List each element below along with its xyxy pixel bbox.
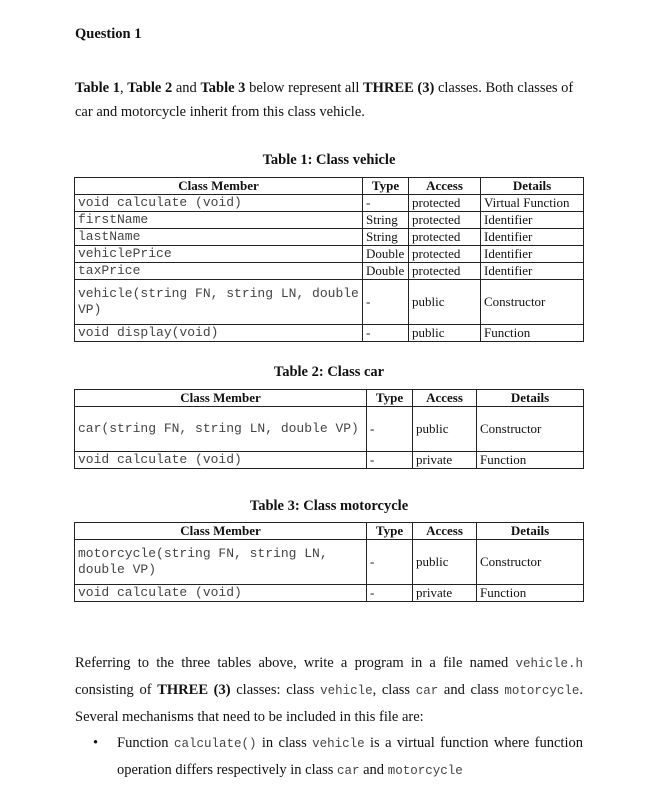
table-row xyxy=(75,325,584,342)
table1-header-type: Type xyxy=(363,178,409,195)
outro-class-car: car xyxy=(415,684,439,698)
bullet-p3: is a virtual function where function operation differs respectively in class xyxy=(117,735,583,778)
instruction-paragraph xyxy=(75,650,583,730)
outro-filename: vehicle.h xyxy=(515,657,583,671)
member-cell: vehicle(string FN, string LN, double VP) xyxy=(75,280,363,325)
table2-class-car xyxy=(74,389,584,469)
bullet-class-vehicle: vehicle xyxy=(312,737,365,751)
member-cell: void calculate (void) xyxy=(75,452,367,469)
bullet-p4: and xyxy=(359,762,388,778)
details-cell: Constructor xyxy=(477,540,584,585)
intro-table1-ref: Table 1 xyxy=(75,80,120,96)
type-cell: - xyxy=(367,407,413,452)
details-cell: Identifier xyxy=(481,212,584,229)
type-cell: String xyxy=(363,212,409,229)
member-cell: vehiclePrice xyxy=(75,246,363,263)
bullet-icon: • xyxy=(93,735,99,751)
details-cell: Function xyxy=(481,325,584,342)
details-cell: Constructor xyxy=(477,407,584,452)
access-cell: protected xyxy=(409,229,481,246)
member-cell: void calculate (void) xyxy=(75,195,363,212)
bullet-function: calculate() xyxy=(173,737,257,751)
table-row xyxy=(75,452,584,469)
table3-header-type: Type xyxy=(367,523,413,540)
table3-caption: Table 3: Class motorcycle xyxy=(249,498,409,514)
outro-p4: , class xyxy=(372,682,416,698)
access-cell: private xyxy=(413,452,477,469)
table-row xyxy=(75,263,584,280)
table1-header-row xyxy=(75,178,584,195)
table3-header-member: Class Member xyxy=(75,523,367,540)
table-row xyxy=(75,540,584,585)
member-cell: taxPrice xyxy=(75,263,363,280)
access-cell: public xyxy=(409,325,481,342)
type-cell: - xyxy=(367,585,413,602)
access-cell: public xyxy=(413,407,477,452)
table-row xyxy=(75,195,584,212)
bullet-class-car: car xyxy=(336,764,360,778)
access-cell: protected xyxy=(409,195,481,212)
member-cell: motorcycle(string FN, string LN, double VP) xyxy=(75,540,367,585)
member-cell: firstName xyxy=(75,212,363,229)
details-cell: Identifier xyxy=(481,229,584,246)
type-cell: String xyxy=(363,229,409,246)
intro-table2-ref: Table 2 xyxy=(127,80,173,96)
type-cell: - xyxy=(363,325,409,342)
member-cell: void display(void) xyxy=(75,325,363,342)
table1-caption: Table 1: Class vehicle xyxy=(262,152,396,168)
question-title: Question 1 xyxy=(75,26,142,42)
outro-p6: . Several mechanisms that need to be included in this file are: xyxy=(75,682,584,725)
type-cell: - xyxy=(363,195,409,212)
table3-header-details: Details xyxy=(477,523,584,540)
access-cell: protected xyxy=(409,212,481,229)
details-cell: Identifier xyxy=(481,263,584,280)
table3-header-row xyxy=(75,523,584,540)
outro-p3: classes: class xyxy=(230,682,321,698)
outro-three: THREE (3) xyxy=(157,682,231,698)
access-cell: protected xyxy=(409,263,481,280)
member-cell: car(string FN, string LN, double VP) xyxy=(75,407,367,452)
details-cell: Virtual Function xyxy=(481,195,584,212)
table-row xyxy=(75,229,584,246)
table2-header-type: Type xyxy=(367,390,413,407)
access-cell: public xyxy=(413,540,477,585)
access-cell: public xyxy=(409,280,481,325)
intro-paragraph xyxy=(75,76,585,124)
type-cell: - xyxy=(367,540,413,585)
table1-header-access: Access xyxy=(409,178,481,195)
intro-table3-ref: Table 3 xyxy=(200,80,246,96)
intro-tail: classes. Both classes of car and motorcycle inherit from this class vehicle. xyxy=(75,80,574,120)
bullet-p1: Function xyxy=(117,735,174,751)
outro-class-vehicle: vehicle xyxy=(320,684,373,698)
table-row xyxy=(75,585,584,602)
table2-header-details: Details xyxy=(477,390,584,407)
bullet-text xyxy=(117,730,583,784)
details-cell: Identifier xyxy=(481,246,584,263)
table3-header-access: Access xyxy=(413,523,477,540)
type-cell: Double xyxy=(363,263,409,280)
table-row xyxy=(75,212,584,229)
access-cell: private xyxy=(413,585,477,602)
member-cell: void calculate (void) xyxy=(75,585,367,602)
details-cell: Function xyxy=(477,585,584,602)
bullet-class-motorcycle: motorcycle xyxy=(387,764,463,778)
type-cell: Double xyxy=(363,246,409,263)
access-cell: protected xyxy=(409,246,481,263)
outro-p1: Referring to the three tables above, write a program in a file named xyxy=(75,655,516,671)
table-row xyxy=(75,407,584,452)
bullet-p2: in class xyxy=(256,735,313,751)
table-row xyxy=(75,246,584,263)
table2-header-member: Class Member xyxy=(75,390,367,407)
details-cell: Constructor xyxy=(481,280,584,325)
details-cell: Function xyxy=(477,452,584,469)
table-row xyxy=(75,280,584,325)
intro-three: THREE (3) xyxy=(363,80,435,96)
table1-header-details: Details xyxy=(481,178,584,195)
table2-header-access: Access xyxy=(413,390,477,407)
member-cell: lastName xyxy=(75,229,363,246)
table1-header-member: Class Member xyxy=(75,178,363,195)
type-cell: - xyxy=(363,280,409,325)
table2-header-row xyxy=(75,390,584,407)
intro-mid: below represent all xyxy=(245,80,364,96)
table3-class-motorcycle xyxy=(74,522,584,602)
table2-caption: Table 2: Class car xyxy=(273,364,385,380)
table1-class-vehicle xyxy=(74,177,584,342)
intro-sep: , xyxy=(120,80,128,96)
outro-p2: consisting of xyxy=(75,682,158,698)
intro-and: and xyxy=(172,80,201,96)
outro-class-motorcycle: motorcycle xyxy=(504,684,580,698)
type-cell: - xyxy=(367,452,413,469)
outro-p5: and class xyxy=(438,682,505,698)
